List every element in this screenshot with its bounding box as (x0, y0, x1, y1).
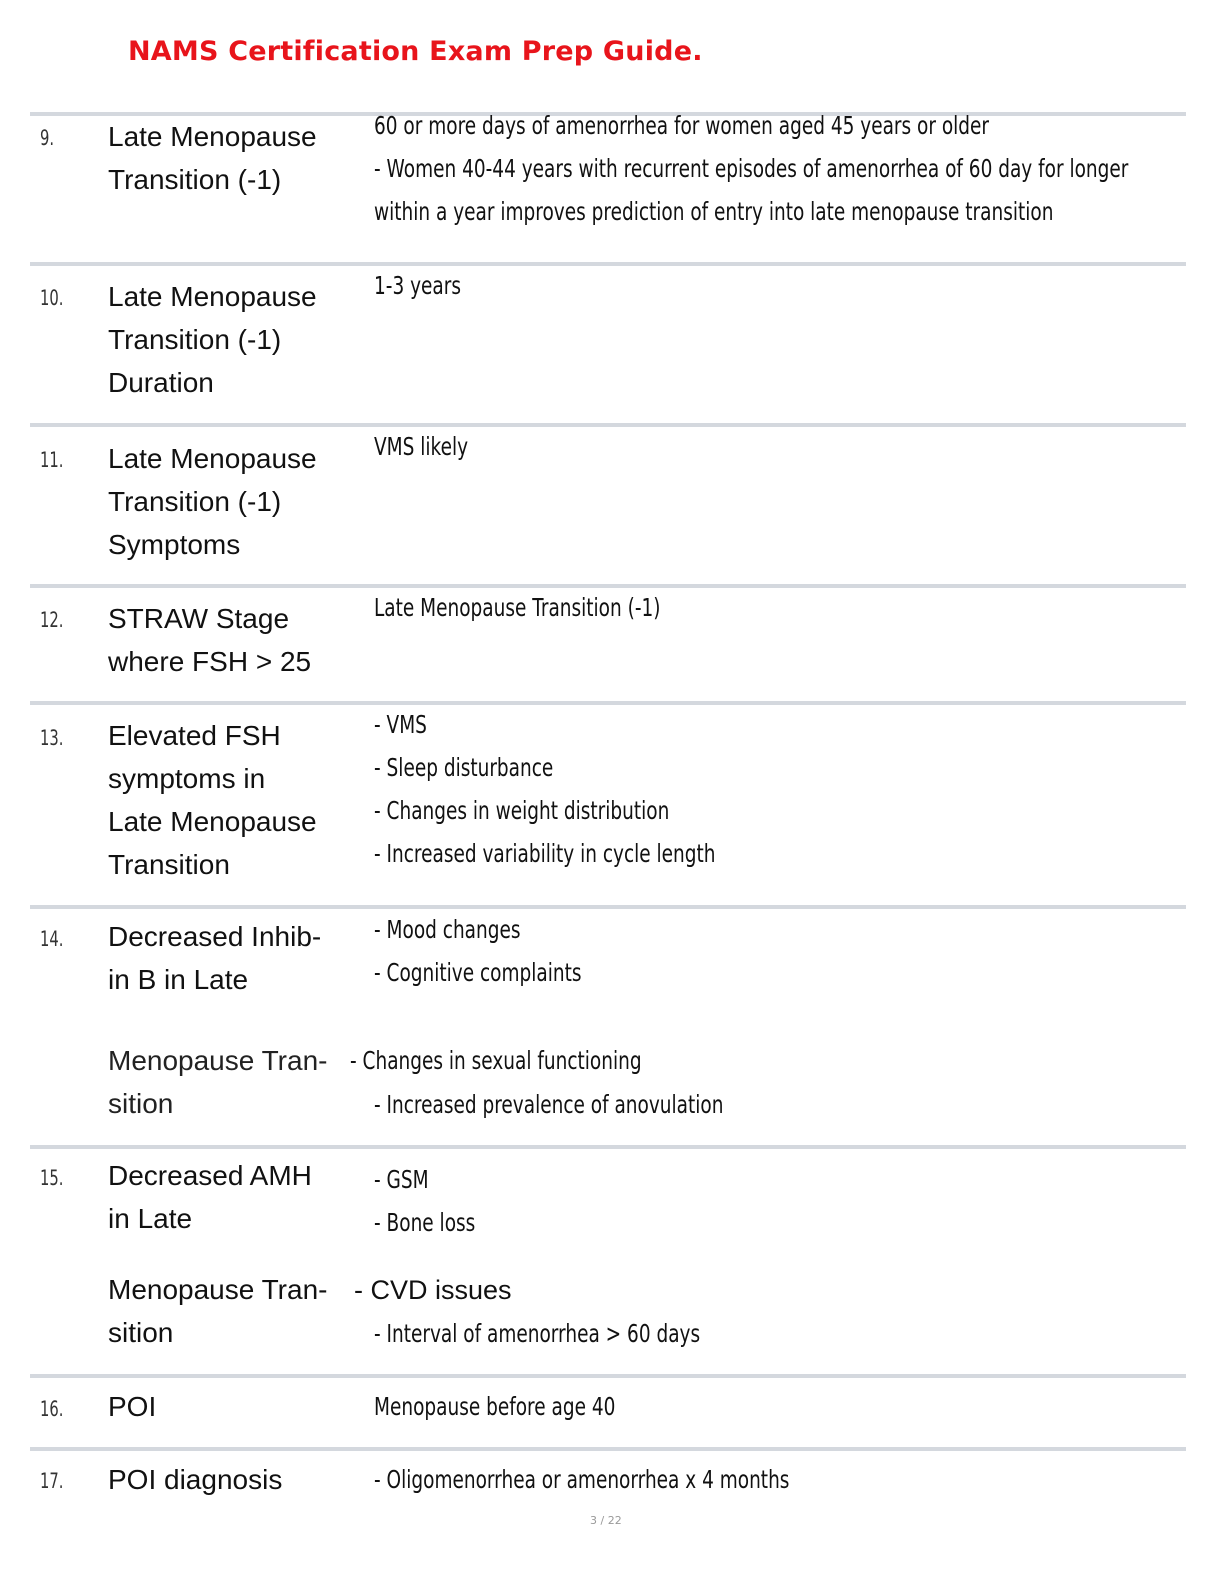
definition-line: - Mood changes (374, 915, 521, 944)
definition-line: - Sleep disturbance (374, 753, 554, 782)
card-term-continued (108, 1268, 370, 1354)
card-term (108, 1458, 370, 1501)
card-number: 13. (40, 726, 64, 750)
card-definition (374, 586, 761, 629)
card-definition (374, 425, 501, 468)
term-line: Late Menopause (108, 806, 317, 837)
term-line: Late Menopause (108, 281, 317, 312)
card-term (108, 597, 370, 683)
definition-line: - Bone loss (374, 1208, 476, 1237)
card-definition (374, 703, 835, 875)
card-term (108, 275, 370, 404)
term-line: Menopause Tran- (108, 1045, 328, 1076)
divider (30, 262, 1186, 266)
document-title: NAMS Certification Exam Prep Guide. (128, 36, 703, 67)
definition-line: - Interval of amenorrhea > 60 days (374, 1319, 701, 1348)
definition-line: Menopause before age 40 (374, 1392, 616, 1421)
term-line: in B in Late (108, 964, 249, 995)
divider (30, 423, 1186, 427)
card-number: 11. (40, 448, 64, 472)
card-number: 10. (40, 286, 64, 310)
term-line: Decreased Inhib- (108, 921, 322, 952)
card-number: 17. (40, 1469, 64, 1493)
term-line: Transition (108, 849, 230, 880)
term-line: POI (108, 1391, 157, 1422)
definition-line: - Increased prevalence of anovulation (374, 1090, 724, 1119)
card-term (108, 915, 370, 1001)
card-term (108, 1154, 370, 1240)
definition-line: within a year improves prediction of entry into late menopause transition (374, 197, 1054, 226)
card-definition (374, 1158, 511, 1244)
card-term (108, 115, 370, 201)
card-definition-continued (350, 1039, 744, 1083)
card-number: 14. (40, 927, 64, 951)
term-line: where FSH > 25 (108, 646, 312, 677)
term-line: Decreased AMH (108, 1160, 312, 1191)
definition-line: Late Menopause Transition (-1) (374, 593, 661, 622)
definition-line: - Increased variability in cycle length (374, 839, 716, 868)
card-term (108, 714, 370, 886)
card-term-continued (108, 1039, 370, 1125)
card-definition-continued (354, 1268, 512, 1312)
term-line: Elevated FSH (108, 720, 281, 751)
term-line: symptoms in (108, 763, 266, 794)
term-line: sition (108, 1317, 174, 1348)
card-number: 16. (40, 1397, 64, 1421)
definition-line: VMS likely (374, 432, 469, 461)
card-term (108, 437, 370, 566)
card-term (108, 1385, 370, 1428)
term-line: Late Menopause (108, 121, 317, 152)
definition-line: - Cognitive complaints (374, 958, 582, 987)
term-line: Duration (108, 367, 214, 398)
card-definition (374, 104, 1224, 233)
definition-line: 1-3 years (374, 271, 462, 300)
divider (30, 1447, 1186, 1451)
term-line: Transition (-1) (108, 324, 282, 355)
card-number: 9. (40, 126, 55, 150)
term-line: POI diagnosis (108, 1464, 283, 1495)
term-line: Menopause Tran- (108, 1274, 328, 1305)
definition-line: 60 or more days of amenorrhea for women aged 45 years or older (374, 111, 990, 140)
term-line: sition (108, 1088, 174, 1119)
term-line: Transition (-1) (108, 486, 282, 517)
definition-line: - Oligomenorrhea or amenorrhea x 4 months (374, 1465, 790, 1494)
term-line: STRAW Stage (108, 603, 290, 634)
divider (30, 1145, 1186, 1149)
definition-line: - Women 40-44 years with recurrent episodes of amenorrhea of 60 day for longer (374, 154, 1129, 183)
term-line: Transition (-1) (108, 164, 282, 195)
divider (30, 1374, 1186, 1378)
card-number: 12. (40, 608, 64, 632)
term-line: in Late (108, 1203, 193, 1234)
definition-line: - Changes in sexual functioning (350, 1046, 642, 1075)
definition-line: - CVD issues (354, 1275, 512, 1305)
definition-line: - GSM (374, 1165, 429, 1194)
term-line: Late Menopause (108, 443, 317, 474)
card-definition-continued (374, 1312, 815, 1356)
page-number: 3 / 22 (590, 1514, 622, 1527)
card-definition (374, 908, 654, 994)
definition-line: - Changes in weight distribution (374, 796, 670, 825)
definition-line: - VMS (374, 710, 427, 739)
card-definition (374, 1458, 935, 1501)
card-definition (374, 264, 492, 307)
card-definition (374, 1385, 700, 1428)
term-line: Symptoms (108, 529, 241, 560)
card-number: 15. (40, 1166, 64, 1190)
card-definition-continued (374, 1083, 846, 1127)
